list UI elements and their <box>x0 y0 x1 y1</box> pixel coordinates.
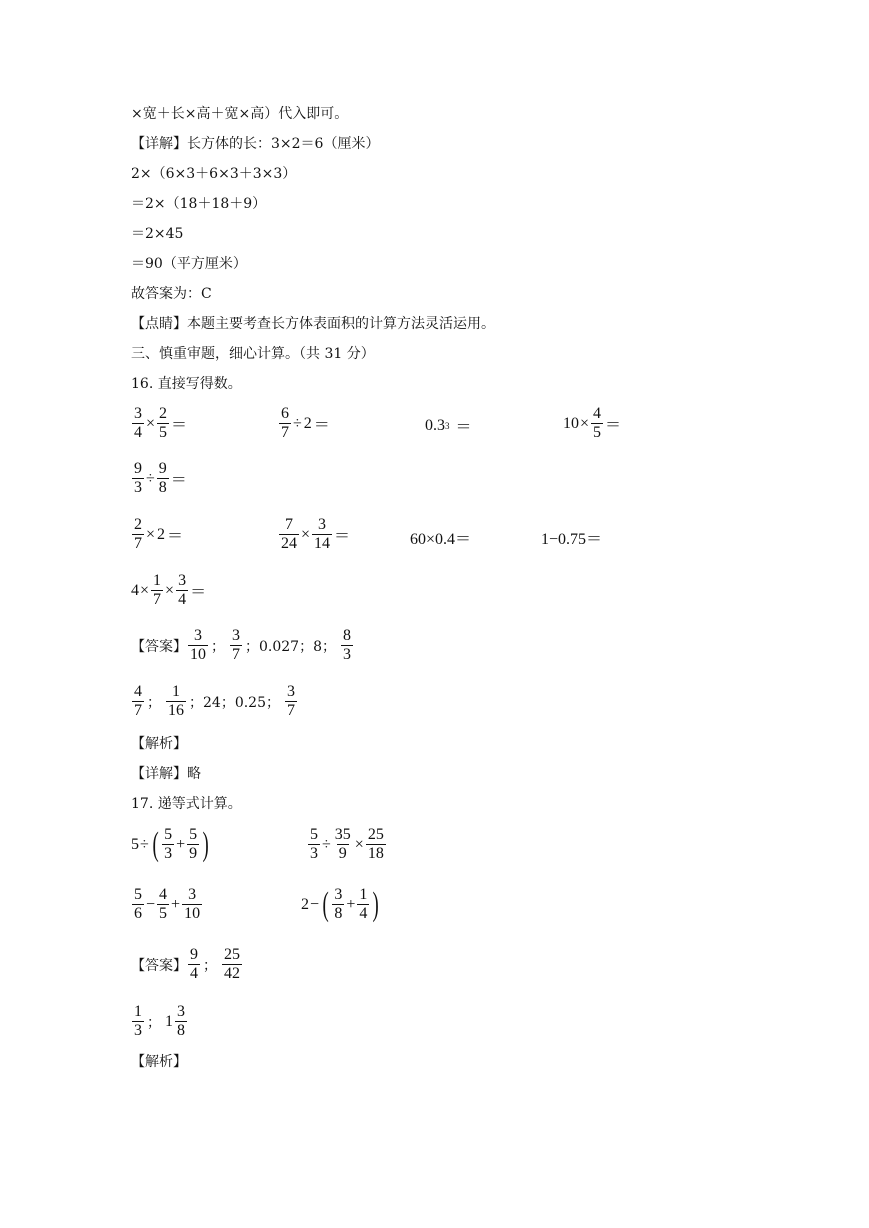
comment-line: 【点睛】本题主要考查长方体表面积的计算方法灵活运用。 <box>131 316 495 332</box>
expr-16-a2: $\frac{6}{7}$ ÷ 2 ＝ <box>281 405 330 441</box>
answer-16-row2: $\frac{4}{7}$ ； $\frac{1}{16}$ ；24；0.25； $\frac{3}{7}$ <box>134 683 295 719</box>
expr-16-c1: $\frac{2}{7}$ × 2 ＝ <box>134 516 184 552</box>
answer-line: 故答案为：C <box>131 286 212 302</box>
calc-line: 2×（6×3＋6×3＋3×3） <box>131 166 297 182</box>
calc-line: ＝2×45 <box>131 226 184 242</box>
answer-16-row1: 【答案】 $\frac{3}{10}$ ； $\frac{3}{7}$ ；0.027；8； $\frac{8}{3}$ <box>131 627 351 663</box>
expr-16-a3: 0.3 3 ＝ <box>425 416 472 436</box>
calc-line: ＝90（平方厘米） <box>131 256 247 272</box>
expr-17-4: 2 − ( $\frac{3}{8}$ + $\frac{1}{4}$ ) <box>301 885 380 923</box>
expr-17-2: $\frac{5}{3}$ ÷ $\frac{35}{9}$ × $\frac{25}{18}$ <box>310 826 384 862</box>
answer-17-row2: $\frac{1}{3}$ ； 1 $\frac{3}{8}$ <box>134 1003 185 1039</box>
question-16-title: 16. 直接写得数。 <box>131 376 242 392</box>
analysis-label: 【解析】 <box>131 736 187 752</box>
expr-16-a4: 10 × $\frac{4}{5}$ ＝ <box>563 405 622 441</box>
answer-17-row1: 【答案】 $\frac{9}{4}$ ； $\frac{25}{42}$ <box>131 946 240 982</box>
expr-17-1: 5 ÷ ( $\frac{5}{3}$ + $\frac{5}{9}$ ) <box>131 825 209 863</box>
question-17-title: 17. 递等式计算。 <box>131 796 242 812</box>
expr-16-c3: 60×0.4＝ <box>410 531 472 548</box>
section-heading: 三、慎重审题，细心计算。（共 31 分） <box>131 346 375 362</box>
expr-16-a1: $\frac{3}{4}$ × $\frac{2}{5}$ ＝ <box>134 405 188 441</box>
expr-16-b1: $\frac{9}{3}$ ÷ $\frac{9}{8}$ ＝ <box>134 460 187 496</box>
calc-line: ＝2×（18＋18＋9） <box>131 196 267 212</box>
expr-16-c4: 1−0.75＝ <box>541 531 603 548</box>
expr-17-3: $\frac{5}{6}$ − $\frac{4}{5}$ + $\frac{3}{10}$ <box>134 886 201 922</box>
analysis-label: 【解析】 <box>131 1054 187 1070</box>
detail-line: 【详解】略 <box>131 766 201 782</box>
expr-16-c2: $\frac{7}{24}$ × $\frac{3}{14}$ ＝ <box>281 516 351 552</box>
expr-16-d1: 4 × $\frac{1}{7}$ × $\frac{3}{4}$ ＝ <box>131 572 207 608</box>
detail-line: 【详解】长方体的长：3×2＝6（厘米） <box>131 136 380 152</box>
text-line: ×宽＋长×高＋宽×高）代入即可。 <box>131 106 349 122</box>
